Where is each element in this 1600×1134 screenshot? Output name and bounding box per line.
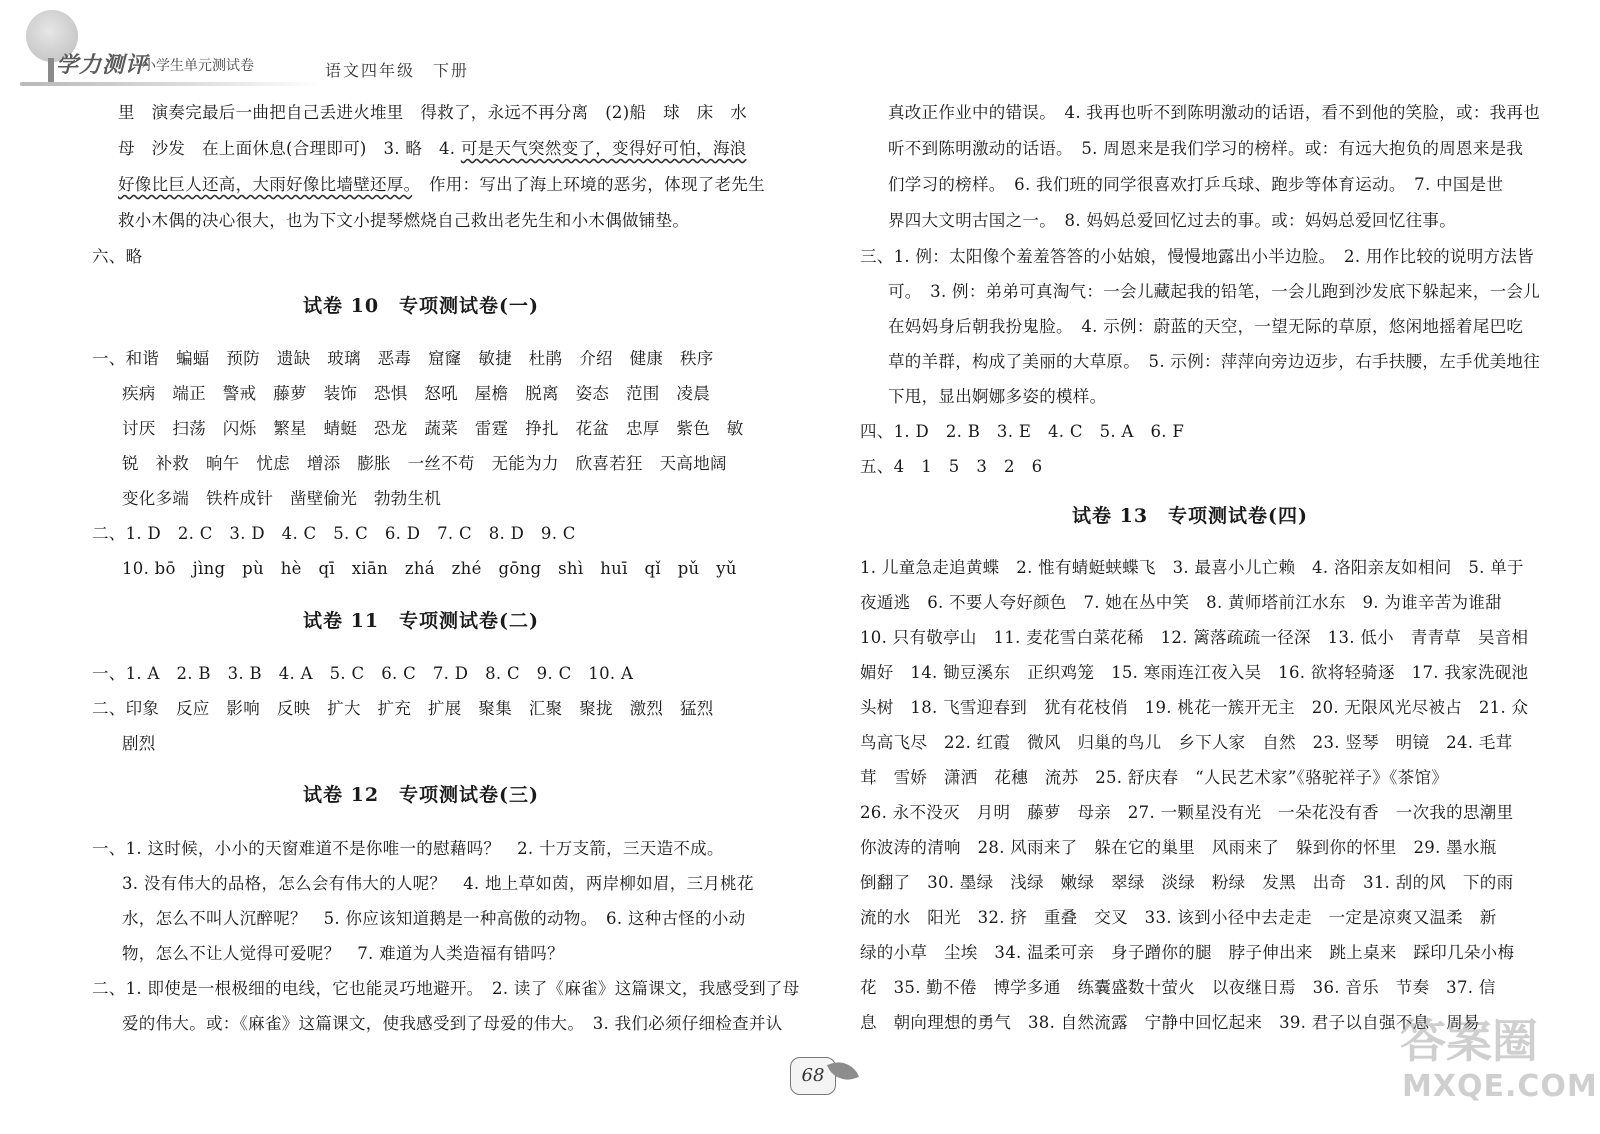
watermark-logo: 答案圈 — [1400, 1014, 1538, 1068]
section-title: 试卷 12 专项测试卷(三) — [303, 784, 540, 806]
text-line: 流的水 阳光 32. 挤 重叠 交叉 33. 该到小径中去走走 一定是凉爽又温柔 新 — [860, 908, 1497, 927]
header-ribbon — [20, 82, 320, 86]
text-line: 救小木偶的决心很大，也为下文小提琴燃烧自己救出老先生和小木偶做铺垫。 — [118, 211, 690, 230]
text-line: 锐 补救 晌午 忧虑 增添 膨胀 一丝不苟 无能为力 欣喜若狂 天高地阔 — [122, 454, 727, 473]
text-line: 花 35. 勤不倦 博学多通 练囊盛数十萤火 以夜继日焉 36. 音乐 节奏 37. 信 — [860, 978, 1496, 997]
text-line: 母 沙发 在上面休息(合理即可) 3. 略 4. 可是天气突然变了，变得好可怕，海浪 — [118, 139, 747, 158]
underlined-answer: 可是天气突然变了，变得好可怕，海浪 — [460, 139, 747, 158]
text-line: 五、4 1 5 3 2 6 — [860, 457, 1043, 476]
text-line: 好像比巨人还高，大雨好像比墙壁还厚。 作用：写出了海上环境的恶劣，体现了老先生 — [118, 175, 765, 194]
text-line: 变化多端 铁杵成针 凿壁偷光 勃勃生机 — [122, 489, 442, 508]
text-line: 四、1. D 2. B 3. E 4. C 5. A 6. F — [860, 422, 1185, 441]
text-line: 10. bō jìng pù hè qī xiān zhá zhé gōng shì huī qǐ pǔ yǔ — [122, 559, 737, 578]
series-name: 小学生单元测试卷 — [142, 58, 254, 74]
text-line: 一、和谐 蝙蝠 预防 遗缺 玻璃 恶毒 窟窿 敏捷 杜鹃 介绍 健康 秩序 — [92, 349, 714, 368]
section-title: 试卷 13 专项测试卷(四) — [1072, 505, 1309, 527]
text-line: 你波涛的清响 28. 风雨来了 躲在它的巢里 风雨来了 躲到你的怀里 29. 墨水瓶 — [860, 838, 1497, 857]
text-line: 物，怎么不让人觉得可爱呢？ 7. 难道为人类造福有错吗？ — [122, 944, 564, 963]
text-line: 3. 没有伟大的品格，怎么会有伟大的人呢？ 4. 地上草如茵，两岸柳如眉，三月桃花 — [122, 874, 754, 893]
text-line: 茸 雪娇 潇洒 花穗 流苏 25. 舒庆春 “人民艺术家”《骆驼祥子》《茶馆》 — [860, 768, 1449, 787]
text-line: 一、1. 这时候，小小的天窗难道不是你唯一的慰藉吗？ 2. 十万支箭，三天造不成。 — [92, 839, 724, 858]
text-line: 讨厌 扫荡 闪烁 繁星 蜻蜓 恐龙 蔬菜 雷霆 挣扎 花盆 忠厚 紫色 敏 — [122, 419, 744, 438]
underlined-answer: 好像比巨人还高，大雨好像比墙壁还厚。 — [118, 175, 413, 194]
text-line: 在妈妈身后朝我扮鬼脸。 4. 示例：蔚蓝的天空，一望无际的草原，悠闲地摇着尾巴吃 — [888, 317, 1524, 336]
text-line: 二、1. 即使是一根极细的电线，它也能灵巧地避开。 2. 读了《麻雀》这篇课文，我感受到了母 — [92, 979, 800, 998]
text-line: 绿的小草 尘埃 34. 温柔可亲 身子蹭你的腿 脖子伸出来 跳上桌来 踩印几朵小梅 — [860, 943, 1515, 962]
text-line: 草的羊群，构成了美丽的大草原。 5. 示例：萍萍向旁边迈步，右手扶腰，左手优美地往 — [888, 352, 1541, 371]
text-line: 10. 只有敬亭山 11. 麦花雪白菜花稀 12. 篱落疏疏一径深 13. 低小 青青草 吴音相 — [860, 628, 1529, 647]
watermark — [1400, 1005, 1598, 1123]
text-line: 们学习的榜样。 6. 我们班的同学很喜欢打乒乓球、跑步等体育运动。 7. 中国是世 — [888, 175, 1504, 194]
text-line: 真改正作业中的错误。 4. 我再也听不到陈明激动的话语，看不到他的笑脸，或：我再也 — [888, 103, 1541, 122]
text-line: 二、1. D 2. C 3. D 4. C 5. C 6. D 7. C 8. D 9. C — [92, 524, 576, 543]
text-line: 鸟高飞尽 22. 红霞 微风 归巢的鸟儿 乡下人家 自然 23. 竖琴 明镜 24. 毛茸 — [860, 733, 1513, 752]
text-line: 剧烈 — [122, 734, 156, 753]
text-line: 头树 18. 飞雪迎春到 犹有花枝俏 19. 桃花一簇开无主 20. 无限风光尽被占 21. 众 — [860, 698, 1529, 717]
text-line: 一、1. A 2. B 3. B 4. A 5. C 6. C 7. D 8. C 9. C 10. A — [92, 664, 634, 683]
watermark-url: MXQE.COM — [1402, 1069, 1598, 1104]
page-number: 68 — [790, 1057, 836, 1095]
text-line: 媚好 14. 锄豆溪东 正织鸡笼 15. 寒雨连江夜入吴 16. 欲将轻骑逐 17. 我家洗砚池 — [860, 663, 1529, 682]
text-line: 三、1. 例：太阳像个羞羞答答的小姑娘，慢慢地露出小半边脸。 2. 用作比较的说明方法皆 — [860, 247, 1534, 266]
text-line: 水，怎么不叫人沉醉呢？ 5. 你应该知道鹅是一种高傲的动物。 6. 这种古怪的小动 — [122, 909, 746, 928]
text-line: 六、略 — [92, 247, 143, 266]
text-line: 界四大文明古国之一。 8. 妈妈总爱回忆过去的事。或：妈妈总爱回忆往事。 — [888, 211, 1457, 230]
subject-label: 语文四年级 下册 — [325, 61, 470, 80]
text-line: 倒翻了 30. 墨绿 浅绿 嫩绿 翠绿 淡绿 粉绿 发黑 出奇 31. 刮的风 下的雨 — [860, 873, 1514, 892]
text-line: 爱的伟大。或：《麻雀》这篇课文，使我感受到了母爱的伟大。 3. 我们必须仔细检查并认 — [122, 1014, 783, 1033]
text-line: 可。 3. 例：弟弟可真淘气：一会儿藏起我的铅笔，一会儿跑到沙发底下躲起来，一会儿 — [888, 282, 1541, 301]
text-line: 听不到陈明激动的话语。 5. 周恩来是我们学习的榜样。或：有远大抱负的周恩来是我 — [888, 139, 1524, 158]
text-line: 疾病 端正 警戒 藤萝 装饰 恐惧 怒吼 屋檐 脱离 姿态 范围 凌晨 — [122, 384, 710, 403]
text-line: 1. 儿童急走追黄蝶 2. 惟有蜻蜓蛱蝶飞 3. 最喜小儿亡赖 4. 洛阳亲友如相问 5. 单于 — [860, 558, 1524, 577]
brand-logo: 学力测评 — [56, 52, 149, 78]
text-line: 26. 永不没灭 月明 藤萝 母亲 27. 一颗星没有光 一朵花没有香 一次我的思潮里 — [860, 803, 1514, 822]
text-line: 二、印象 反应 影响 反映 扩大 扩充 扩展 聚集 汇聚 聚拢 激烈 猛烈 — [92, 699, 714, 718]
text-line: 夜遁逃 6. 不要人夸好颜色 7. 她在丛中笑 8. 黄师塔前江水东 9. 为谁辛苦为谁甜 — [860, 593, 1502, 612]
text-line: 下甩，显出婀娜多姿的模样。 — [888, 387, 1107, 406]
section-title: 试卷 11 专项测试卷(二) — [303, 610, 540, 632]
text-line: 里 演奏完最后一曲把自己丢进火堆里 得救了，永远不再分离 (2)船 球 床 水 — [118, 103, 748, 122]
header — [0, 0, 800, 95]
text-line: 息 朝向理想的勇气 38. 自然流露 宁静中回忆起来 39. 君子以自强不息 周易 — [860, 1013, 1480, 1032]
section-title: 试卷 10 专项测试卷(一) — [303, 295, 540, 317]
